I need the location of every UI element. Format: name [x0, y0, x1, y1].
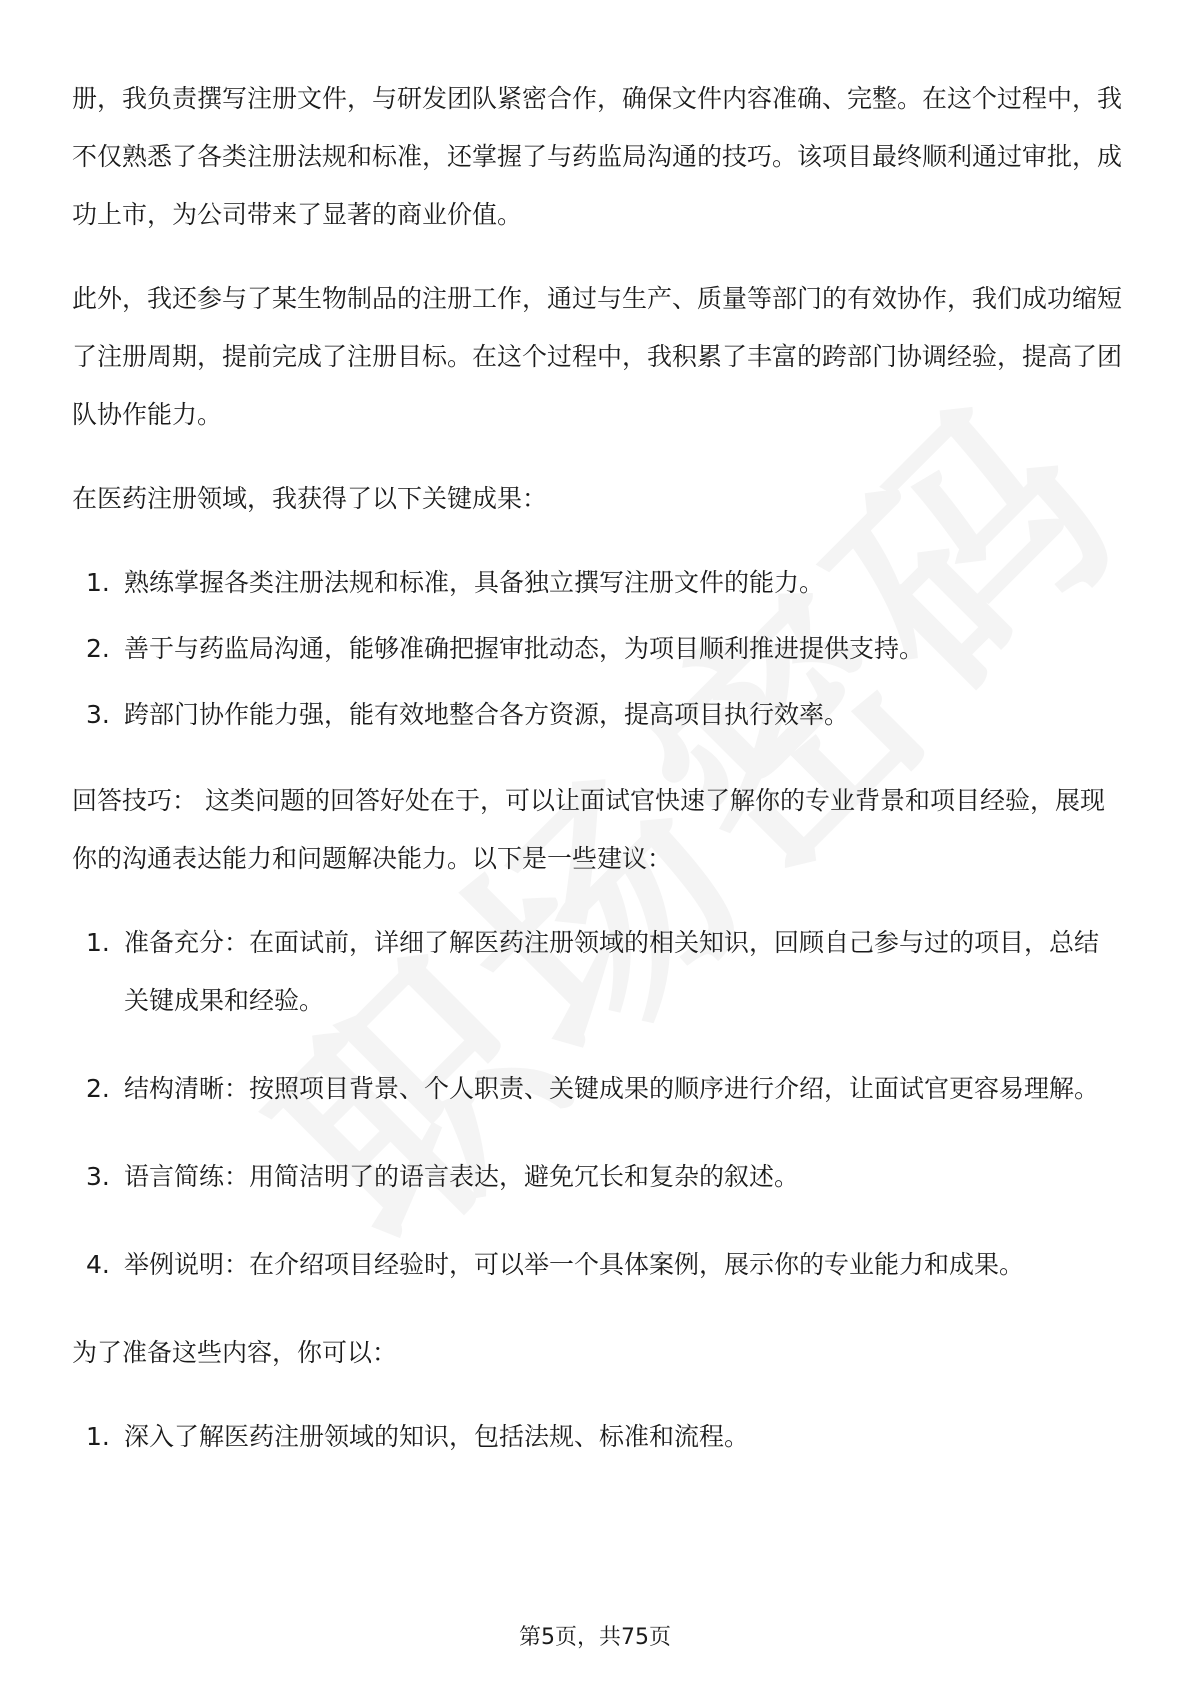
list-item-text: 语言简练：用简洁明了的语言表达，避免冗长和复杂的叙述。 [124, 1162, 800, 1191]
list-item-text: 善于与药监局沟通，能够准确把握审批动态，为项目顺利推进提供支持。 [124, 634, 925, 663]
list-item [72, 620, 1122, 678]
list-item [72, 686, 1122, 744]
paragraph: 此外，我还参与了某生物制品的注册工作，通过与生产、质量等部门的有效协作，我们成功缩短了注册周期，提前完成了注册目标。在这个过程中，我积累了丰富的跨部门协调经验，提高了团队协作能力。 [72, 284, 1123, 429]
list-item [72, 1060, 1122, 1118]
paragraph: 回答技巧： 这类问题的回答好处在于，可以让面试官快速了解你的专业背景和项目经验，展现你的沟通表达能力和问题解决能力。以下是一些建议： [72, 786, 1105, 873]
paragraph: 在医药注册领域，我获得了以下关键成果： [72, 484, 548, 513]
list-item [72, 1408, 1122, 1466]
list-item-text: 深入了解医药注册领域的知识，包括法规、标准和流程。 [124, 1422, 750, 1451]
list-item-text: 熟练掌握各类注册法规和标准，具备独立撰写注册文件的能力。 [124, 568, 825, 597]
list-item [72, 914, 1122, 1030]
list-number: 2. [86, 634, 110, 663]
preparation-list [72, 1408, 1122, 1466]
tips-list [72, 914, 1122, 1294]
list-number: 3. [86, 1162, 110, 1191]
list-number: 1. [86, 928, 110, 957]
main-content [72, 70, 1122, 1494]
list-item-text: 准备充分：在面试前，详细了解医药注册领域的相关知识，回顾自己参与过的项目，总结关键成果和经验。 [124, 928, 1100, 1015]
list-number: 4. [86, 1250, 110, 1279]
list-number: 1. [86, 568, 110, 597]
list-item [72, 1236, 1122, 1294]
list-number: 1. [86, 1422, 110, 1451]
page-footer: 第5页，共75页 [519, 1625, 671, 1650]
paragraph: 为了准备这些内容，你可以： [72, 1338, 398, 1367]
list-item [72, 1148, 1122, 1206]
paragraph: 册，我负责撰写注册文件，与研发团队紧密合作，确保文件内容准确、完整。在这个过程中，我不仅熟悉了各类注册法规和标准，还掌握了与药监局沟通的技巧。该项目最终顺利通过审批，成功上市，为公司带来了显著的商业价值。 [72, 84, 1123, 229]
list-item-text: 跨部门协作能力强，能有效地整合各方资源，提高项目执行效率。 [124, 700, 850, 729]
list-number: 2. [86, 1074, 110, 1103]
list-number: 3. [86, 700, 110, 729]
list-item-text: 结构清晰：按照项目背景、个人职责、关键成果的顺序进行介绍，让面试官更容易理解。 [124, 1074, 1100, 1103]
list-item-text: 举例说明：在介绍项目经验时，可以举一个具体案例，展示你的专业能力和成果。 [124, 1250, 1025, 1279]
list-item [72, 554, 1122, 612]
achievements-list [72, 554, 1122, 744]
